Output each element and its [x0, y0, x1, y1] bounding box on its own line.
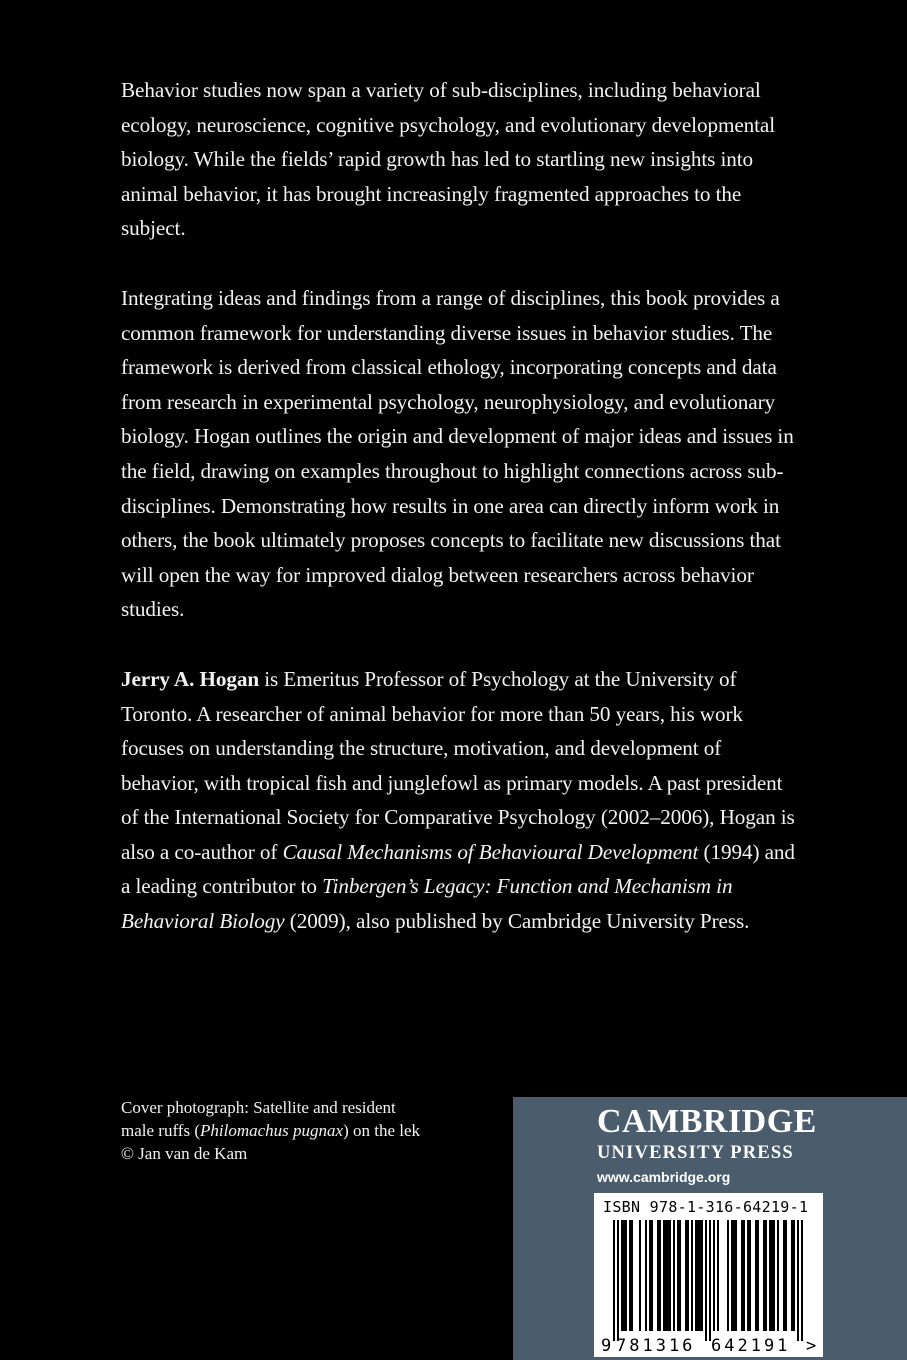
- author-name: Jerry A. Hogan: [121, 666, 260, 691]
- barcode-bar: [685, 1220, 689, 1331]
- barcode-bar: [677, 1220, 681, 1331]
- barcode-bar: [629, 1220, 633, 1331]
- barcode-bar: [763, 1220, 767, 1331]
- cover-photo-credit: [121, 1096, 501, 1165]
- barcode-bar: [741, 1220, 745, 1331]
- barcode-bar: [663, 1220, 671, 1331]
- author-bio-paragraph: [121, 662, 801, 939]
- barcode-bar: [613, 1220, 615, 1341]
- barcode-bar: [731, 1220, 737, 1331]
- barcode-bar: [727, 1220, 729, 1331]
- barcode-bar: [649, 1220, 653, 1331]
- publisher-logo-subtitle: UNIVERSITY PRESS: [597, 1143, 794, 1163]
- credit-line-3: © Jan van de Kam: [121, 1144, 248, 1163]
- description-paragraph-2: Integrating ideas and findings from a range of disciplines, this book provides a common framework for understanding diverse issues in behavior studies. The framework is derived from classical ethology, incorporating concepts and data from research in experimental psychology, neurophysiology, and evolutionary biology. Hogan outlines the origin and development of major ideas and issues in the field, drawing on examples throughout to highlight connections across sub-disciplines. Demonstrating how results in one area can directly inform work in others, the book ultimately proposes concepts to facilitate new discussions that will open the way for improved dialog between researchers across behavior studies.: [121, 285, 794, 622]
- description-paragraph-1: Behavior studies now span a variety of sub-disciplines, including behavioral ecology, neuroscience, cognitive psychology, and evolutionary developmental biology. While the fields’ rapid growth has led to startling new insights into animal behavior, it has brought increasingly fragmented approaches to the subject.: [121, 78, 776, 241]
- author-bio-text-3: (2009), also published by Cambridge University Press.: [284, 909, 750, 934]
- isbn-barcode: [594, 1193, 823, 1357]
- barcode-quiet-zone-marker: >: [806, 1336, 817, 1356]
- barcode-digit-lead: 9: [601, 1336, 612, 1356]
- isbn-label: ISBN 978-1-316-64219-1: [603, 1198, 809, 1216]
- barcode-image: [594, 1193, 823, 1357]
- author-bio-text-1: is Emeritus Professor of Psychology at the University of Toronto. A researcher of animal behavior for more than 50 years, his work focuses on understanding the structure, motivation, and development of behavior, with tropical fish and junglefowl as primary models. A past president of the International Society for Comparative Psychology (2002–2006), Hogan is also a co-author of: [121, 666, 795, 864]
- book-title-causal-mechanisms: Causal Mechanisms of Behavioural Development: [282, 839, 699, 864]
- barcode-bar: [645, 1220, 647, 1331]
- barcode-bar: [783, 1220, 787, 1331]
- species-name: Philomachus pugnax: [200, 1121, 344, 1140]
- barcode-bar: [617, 1220, 619, 1341]
- author-bio-text-2: (1994) and a leading contributor to: [121, 839, 795, 899]
- credit-line-1: Cover photograph: Satellite and resident: [121, 1098, 396, 1117]
- barcode-bar: [709, 1220, 711, 1341]
- barcode-bar: [791, 1220, 795, 1331]
- publisher-website: www.cambridge.org: [597, 1169, 731, 1185]
- credit-line-2-pre: male ruffs (: [121, 1121, 200, 1140]
- barcode-bar: [639, 1220, 641, 1331]
- barcode-bar: [695, 1220, 703, 1331]
- back-cover-blurb: [121, 73, 801, 974]
- barcode-bars: [613, 1220, 803, 1341]
- barcode-bar: [769, 1220, 775, 1331]
- barcode-bar: [705, 1220, 707, 1341]
- barcode-digits-left: 781316: [616, 1336, 696, 1356]
- barcode-bar: [747, 1220, 751, 1331]
- barcode-bar: [717, 1220, 719, 1331]
- barcode-bar: [673, 1220, 675, 1331]
- barcode-bar: [713, 1220, 715, 1331]
- barcode-bar: [777, 1220, 779, 1331]
- credit-line-2: [121, 1119, 501, 1142]
- barcode-bar: [657, 1220, 661, 1331]
- barcode-bar: [621, 1220, 627, 1331]
- publisher-logo-name: CAMBRIDGE: [597, 1103, 817, 1140]
- book-title-tinbergens-legacy: Tinbergen’s Legacy: Function and Mechanism in Behavioral Biology: [121, 874, 733, 934]
- barcode-digits-right: 642191: [711, 1336, 791, 1356]
- credit-line-2-post: ) on the lek: [343, 1121, 421, 1140]
- barcode-bar: [755, 1220, 759, 1331]
- barcode-bar: [797, 1220, 799, 1341]
- barcode-bar: [691, 1220, 693, 1331]
- barcode-bar: [801, 1220, 803, 1341]
- publisher-panel: [513, 1097, 907, 1360]
